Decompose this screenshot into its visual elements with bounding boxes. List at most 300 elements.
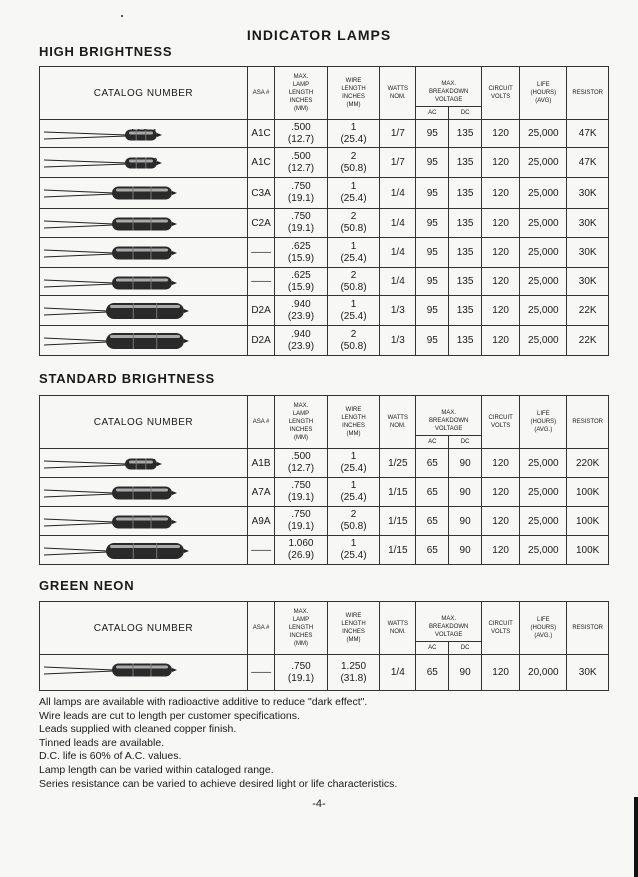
note-line: Tinned leads are available.	[39, 736, 165, 749]
watts-cell: 1/4	[380, 209, 416, 238]
circuit-volts-cell: 120	[482, 655, 520, 691]
catalog-number-cell	[40, 178, 248, 209]
resistor-cell: 47K	[567, 148, 609, 178]
ac-voltage-cell: 95	[416, 238, 449, 268]
header-line: INCHES	[289, 427, 313, 433]
note-line: Wire leads are cut to length per customer specifications.	[39, 709, 300, 722]
wire-length-mm: (25.4)	[340, 492, 367, 503]
note-line: Series resistance can be varied to achieve desired light or life characteristics.	[39, 777, 398, 790]
asa-cell: A1C	[247, 120, 274, 148]
header-wire-length	[327, 396, 380, 449]
header-line: WATTS	[387, 86, 408, 92]
lamp-length-cell	[275, 148, 328, 178]
ac-voltage-cell: 65	[416, 507, 449, 536]
watts-cell: 1/15	[380, 478, 416, 507]
table-row	[40, 536, 609, 565]
header-ac: AC	[416, 107, 449, 120]
life-hours-cell: 25,000	[520, 120, 567, 148]
table-row	[40, 478, 609, 507]
catalog-number-cell	[40, 449, 248, 478]
watts-cell: 1/15	[380, 536, 416, 565]
medium-lamp-icon	[40, 478, 200, 507]
header-line: CIRCUIT	[488, 415, 513, 421]
header-dc: DC	[449, 436, 482, 449]
wire-length-cell	[327, 536, 380, 565]
large-lamp-icon	[40, 326, 200, 356]
header-line: CIRCUIT	[488, 86, 513, 92]
watts-cell: 1/7	[380, 148, 416, 178]
lamp-length-mm: (19.1)	[287, 492, 315, 503]
watts-cell: 1/4	[380, 268, 416, 296]
wire-length-inches: 1	[350, 298, 357, 310]
wire-length-cell	[327, 507, 380, 536]
wire-length-inches: 2	[350, 509, 357, 520]
wire-length-inches: 1	[350, 121, 357, 133]
header-wire-length	[327, 602, 380, 655]
dc-voltage-cell: 90	[449, 655, 482, 691]
high-brightness-table	[39, 66, 609, 356]
header-breakdown-voltage	[416, 67, 482, 107]
asa-cell: ——	[247, 655, 274, 691]
note-line: Leads supplied with cleaned copper finish.	[39, 723, 237, 736]
table-row	[40, 120, 609, 148]
dc-voltage-cell: 90	[449, 478, 482, 507]
header-line: LENGTH	[288, 90, 314, 96]
resistor-cell: 30K	[567, 268, 609, 296]
circuit-volts-cell: 120	[482, 120, 520, 148]
lamp-length-mm: (12.7)	[287, 162, 315, 174]
catalog-number-cell	[40, 536, 248, 565]
large-lamp-icon	[40, 296, 200, 326]
header-line: VOLTS	[491, 94, 511, 100]
page-title: INDICATOR LAMPS	[246, 27, 392, 43]
ac-voltage-cell: 65	[416, 655, 449, 691]
lamp-length-mm: (15.9)	[287, 281, 315, 293]
medium-lamp-icon	[40, 655, 200, 685]
wire-length-inches: 2	[350, 269, 357, 281]
notes	[39, 696, 397, 791]
header-line: WIRE	[345, 407, 362, 413]
dc-voltage-cell: 135	[449, 120, 482, 148]
header-line: (MM)	[293, 641, 308, 647]
resistor-cell: 30K	[567, 238, 609, 268]
lamp-length-mm: (26.9)	[287, 550, 315, 561]
resistor-cell: 30K	[567, 209, 609, 238]
lamp-length-cell	[275, 178, 328, 209]
catalog-number-cell	[40, 655, 248, 691]
table-row	[40, 238, 609, 268]
header-line: (MM)	[293, 106, 308, 112]
section-title-standard-brightness: STANDARD BRIGHTNESS	[39, 371, 216, 386]
header-line: WIRE	[345, 613, 362, 619]
lamp-length-mm: (19.1)	[287, 193, 315, 204]
header-life	[520, 396, 567, 449]
wire-length-cell	[327, 268, 380, 296]
lamp-length-inches: 1.060	[288, 538, 314, 549]
watts-cell: 1/4	[380, 655, 416, 691]
header-line: LAMP	[292, 82, 310, 88]
lamp-length-inches: .940	[291, 328, 311, 340]
header-line: INCHES	[289, 633, 313, 639]
circuit-volts-cell: 120	[482, 536, 520, 565]
wire-length-mm: (31.8)	[340, 672, 367, 684]
header-line: (MM)	[346, 637, 361, 643]
header-lamp-length	[275, 67, 328, 120]
header-catalog-number: CATALOG NUMBER	[40, 602, 248, 655]
header-line: LENGTH	[288, 419, 314, 425]
wire-length-inches: 1	[350, 181, 357, 192]
ac-voltage-cell: 95	[416, 120, 449, 148]
lamp-length-inches: .940	[291, 298, 311, 310]
catalog-number-cell	[40, 148, 248, 178]
header-line: NOM.	[389, 423, 406, 429]
lamp-length-cell	[275, 326, 328, 356]
header-ac: AC	[416, 642, 449, 655]
watts-cell: 1/15	[380, 507, 416, 536]
header-line: NOM.	[389, 94, 406, 100]
header-breakdown-voltage	[416, 602, 482, 642]
wire-length-cell	[327, 209, 380, 238]
wire-length-mm: (25.4)	[340, 550, 367, 561]
dc-voltage-cell: 135	[449, 178, 482, 209]
wire-length-inches: 2	[350, 211, 357, 222]
life-hours-cell: 20,000	[520, 655, 567, 691]
wire-length-cell	[327, 478, 380, 507]
header-catalog-number: CATALOG NUMBER	[40, 67, 248, 120]
catalog-number-cell	[40, 507, 248, 536]
asa-cell: A7A	[247, 478, 274, 507]
header-catalog-number: CATALOG NUMBER	[40, 396, 248, 449]
header-line: (AVG.)	[534, 633, 553, 639]
circuit-volts-cell: 120	[482, 178, 520, 209]
header-line: INCHES	[342, 94, 365, 100]
ac-voltage-cell: 65	[416, 536, 449, 565]
header-circuit-volts	[482, 602, 520, 655]
life-hours-cell: 25,000	[520, 178, 567, 209]
lamp-length-cell	[275, 238, 328, 268]
medium-lamp-icon	[40, 507, 200, 536]
resistor-cell: 100K	[567, 507, 609, 536]
wire-length-mm: (50.8)	[340, 521, 367, 532]
header-line: MAX.	[441, 81, 457, 87]
lamp-length-cell	[275, 268, 328, 296]
watts-cell: 1/7	[380, 120, 416, 148]
header-line: MAX.	[293, 74, 309, 80]
header-lamp-length	[275, 396, 328, 449]
catalog-number-cell	[40, 478, 248, 507]
watts-cell: 1/25	[380, 449, 416, 478]
wire-length-inches: 1	[350, 480, 357, 491]
header-line: INCHES	[342, 629, 365, 635]
note-line: D.C. life is 60% of A.C. values.	[39, 750, 182, 763]
dc-voltage-cell: 135	[449, 268, 482, 296]
resistor-cell: 30K	[567, 655, 609, 691]
dc-voltage-cell: 90	[449, 449, 482, 478]
ac-voltage-cell: 95	[416, 296, 449, 326]
lamp-length-inches: .500	[291, 150, 311, 162]
header-asa: ASA #	[247, 67, 274, 120]
medium-lamp-icon	[40, 178, 200, 208]
header-asa: ASA #	[247, 396, 274, 449]
lamp-length-inches: .750	[291, 509, 311, 520]
header-line: LENGTH	[341, 86, 366, 92]
header-line: BREAKDOWN	[429, 89, 469, 95]
asa-cell: ——	[247, 268, 274, 296]
ac-voltage-cell: 95	[416, 209, 449, 238]
catalog-number-cell	[40, 268, 248, 296]
wire-length-mm: (25.4)	[340, 310, 367, 322]
green-neon-table	[39, 601, 609, 691]
note-line: Lamp length can be varied within cataloged range.	[39, 763, 274, 776]
resistor-cell: 47K	[567, 120, 609, 148]
table-row	[40, 326, 609, 356]
watts-cell: 1/3	[380, 296, 416, 326]
header-line: (AVG.)	[534, 427, 553, 433]
dc-voltage-cell: 135	[449, 209, 482, 238]
dc-voltage-cell: 90	[449, 536, 482, 565]
header-wire-length	[327, 67, 380, 120]
header-line: WATTS	[387, 415, 408, 421]
ac-voltage-cell: 95	[416, 148, 449, 178]
header-line: (HOURS)	[530, 625, 557, 631]
lamp-length-cell	[275, 449, 328, 478]
header-line: VOLTAGE	[434, 632, 463, 638]
table-row	[40, 209, 609, 238]
speck	[121, 15, 123, 17]
circuit-volts-cell: 120	[482, 268, 520, 296]
resistor-cell: 22K	[567, 326, 609, 356]
scan-edge-mark	[634, 797, 638, 877]
header-resistor: RESISTOR	[567, 67, 609, 120]
header-line: WATTS	[387, 621, 408, 627]
catalog-number-cell	[40, 209, 248, 238]
table-row	[40, 268, 609, 296]
header-circuit-volts	[482, 396, 520, 449]
dc-voltage-cell: 135	[449, 148, 482, 178]
life-hours-cell: 25,000	[520, 326, 567, 356]
header-watts	[380, 602, 416, 655]
wire-length-inches: 1.250	[340, 660, 367, 672]
header-line: LENGTH	[341, 415, 366, 421]
page-number: -4-	[312, 798, 326, 810]
lamp-length-inches: .750	[291, 480, 311, 491]
ac-voltage-cell: 65	[416, 478, 449, 507]
small-lamp-icon	[40, 120, 200, 148]
lamp-length-mm: (15.9)	[287, 252, 315, 264]
lamp-length-mm: (19.1)	[287, 672, 315, 684]
header-lamp-length	[275, 602, 328, 655]
lamp-length-cell	[275, 507, 328, 536]
header-line: LIFE	[536, 82, 550, 88]
note-line: All lamps are available with radioactive additive to reduce "dark effect".	[39, 696, 368, 708]
header-dc: DC	[449, 107, 482, 120]
header-line: (HOURS)	[530, 90, 557, 96]
header-line: MAX.	[293, 609, 309, 615]
wire-length-mm: (25.4)	[340, 133, 367, 145]
wire-length-inches: 2	[350, 150, 357, 162]
table-row	[40, 449, 609, 478]
dc-voltage-cell: 135	[449, 238, 482, 268]
lamp-length-inches: .500	[291, 121, 311, 133]
header-life	[520, 67, 567, 120]
watts-cell: 1/4	[380, 178, 416, 209]
life-hours-cell: 25,000	[520, 449, 567, 478]
watts-cell: 1/4	[380, 238, 416, 268]
life-hours-cell: 25,000	[520, 209, 567, 238]
asa-cell: D2A	[247, 326, 274, 356]
table-row	[40, 296, 609, 326]
life-hours-cell: 25,000	[520, 296, 567, 326]
wire-length-mm: (25.4)	[340, 463, 367, 474]
life-hours-cell: 25,000	[520, 148, 567, 178]
header-line: MAX.	[441, 410, 457, 416]
lamp-length-cell	[275, 536, 328, 565]
asa-cell: C2A	[247, 209, 274, 238]
lamp-length-inches: .625	[291, 240, 311, 252]
resistor-cell: 30K	[567, 178, 609, 209]
lamp-length-cell	[275, 296, 328, 326]
wire-length-cell	[327, 120, 380, 148]
header-ac: AC	[416, 436, 449, 449]
resistor-cell: 100K	[567, 478, 609, 507]
header-line: (MM)	[346, 102, 361, 108]
wire-length-cell	[327, 178, 380, 209]
lamp-length-inches: .750	[291, 660, 311, 672]
header-line: LAMP	[292, 411, 310, 417]
header-resistor: RESISTOR	[567, 602, 609, 655]
lamp-length-mm: (12.7)	[287, 133, 315, 145]
wire-length-cell	[327, 655, 380, 691]
lamp-length-mm: (23.9)	[287, 340, 315, 352]
header-line: BREAKDOWN	[429, 418, 469, 424]
lamp-length-inches: .750	[291, 181, 311, 192]
circuit-volts-cell: 120	[482, 148, 520, 178]
header-line: VOLTAGE	[434, 97, 463, 103]
small-lamp-icon	[40, 449, 200, 478]
dc-voltage-cell: 135	[449, 296, 482, 326]
watts-cell: 1/3	[380, 326, 416, 356]
section-title-green-neon: GREEN NEON	[39, 578, 135, 593]
wire-length-inches: 2	[350, 328, 357, 340]
lamp-length-inches: .625	[291, 269, 311, 281]
wire-length-inches: 1	[350, 240, 357, 252]
medium-lamp-icon	[40, 209, 200, 238]
header-line: (AVG)	[535, 98, 552, 104]
table-row	[40, 178, 609, 209]
asa-cell: ——	[247, 536, 274, 565]
standard-brightness-table	[39, 395, 609, 565]
header-line: NOM.	[389, 629, 406, 635]
resistor-cell: 22K	[567, 296, 609, 326]
header-line: BREAKDOWN	[429, 624, 469, 630]
wire-length-cell	[327, 296, 380, 326]
ac-voltage-cell: 95	[416, 326, 449, 356]
lamp-length-mm: (19.1)	[287, 223, 315, 234]
table-row	[40, 507, 609, 536]
wire-length-inches: 1	[350, 451, 357, 462]
life-hours-cell: 25,000	[520, 238, 567, 268]
header-line: (MM)	[346, 431, 361, 437]
header-life	[520, 602, 567, 655]
header-watts	[380, 396, 416, 449]
header-line: LAMP	[292, 617, 310, 623]
header-line: INCHES	[342, 423, 365, 429]
dc-voltage-cell: 90	[449, 507, 482, 536]
lamp-length-mm: (12.7)	[287, 463, 315, 474]
circuit-volts-cell: 120	[482, 507, 520, 536]
medium-lamp-icon	[40, 268, 200, 296]
table-row	[40, 148, 609, 178]
circuit-volts-cell: 120	[482, 478, 520, 507]
header-line: CIRCUIT	[488, 621, 513, 627]
asa-cell: A9A	[247, 507, 274, 536]
circuit-volts-cell: 120	[482, 296, 520, 326]
medium-lamp-icon	[40, 238, 200, 268]
lamp-length-cell	[275, 120, 328, 148]
header-line: MAX.	[441, 616, 457, 622]
circuit-volts-cell: 120	[482, 209, 520, 238]
life-hours-cell: 25,000	[520, 507, 567, 536]
asa-cell: D2A	[247, 296, 274, 326]
asa-cell: C3A	[247, 178, 274, 209]
circuit-volts-cell: 120	[482, 326, 520, 356]
asa-cell: A1B	[247, 449, 274, 478]
wire-length-mm: (25.4)	[340, 193, 367, 204]
header-line: (HOURS)	[530, 419, 557, 425]
life-hours-cell: 25,000	[520, 536, 567, 565]
catalog-number-cell	[40, 326, 248, 356]
header-line: VOLTS	[491, 423, 511, 429]
header-line: MAX.	[293, 403, 309, 409]
ac-voltage-cell: 95	[416, 268, 449, 296]
lamp-length-mm: (19.1)	[287, 521, 315, 532]
lamp-length-cell	[275, 655, 328, 691]
header-breakdown-voltage	[416, 396, 482, 436]
header-line: WIRE	[345, 78, 362, 84]
header-line: (MM)	[293, 435, 308, 441]
life-hours-cell: 25,000	[520, 478, 567, 507]
wire-length-mm: (50.8)	[340, 281, 367, 293]
header-line: VOLTAGE	[434, 426, 463, 432]
catalog-number-cell	[40, 120, 248, 148]
ac-voltage-cell: 95	[416, 178, 449, 209]
section-title-high-brightness: HIGH BRIGHTNESS	[39, 44, 173, 59]
wire-length-mm: (25.4)	[340, 252, 367, 264]
lamp-length-cell	[275, 478, 328, 507]
wire-length-mm: (50.8)	[340, 162, 367, 174]
header-watts	[380, 67, 416, 120]
ac-voltage-cell: 65	[416, 449, 449, 478]
asa-cell: A1C	[247, 148, 274, 178]
circuit-volts-cell: 120	[482, 449, 520, 478]
wire-length-cell	[327, 148, 380, 178]
catalog-number-cell	[40, 296, 248, 326]
small-lamp-icon	[40, 148, 200, 178]
header-circuit-volts	[482, 67, 520, 120]
header-line: LIFE	[536, 617, 550, 623]
circuit-volts-cell: 120	[482, 238, 520, 268]
lamp-length-cell	[275, 209, 328, 238]
table-row	[40, 655, 609, 691]
wire-length-mm: (50.8)	[340, 340, 367, 352]
header-line: VOLTS	[491, 629, 511, 635]
wire-length-cell	[327, 238, 380, 268]
header-line: INCHES	[289, 98, 313, 104]
catalog-number-cell	[40, 238, 248, 268]
header-dc: DC	[449, 642, 482, 655]
wire-length-cell	[327, 326, 380, 356]
wire-length-mm: (50.8)	[340, 223, 367, 234]
